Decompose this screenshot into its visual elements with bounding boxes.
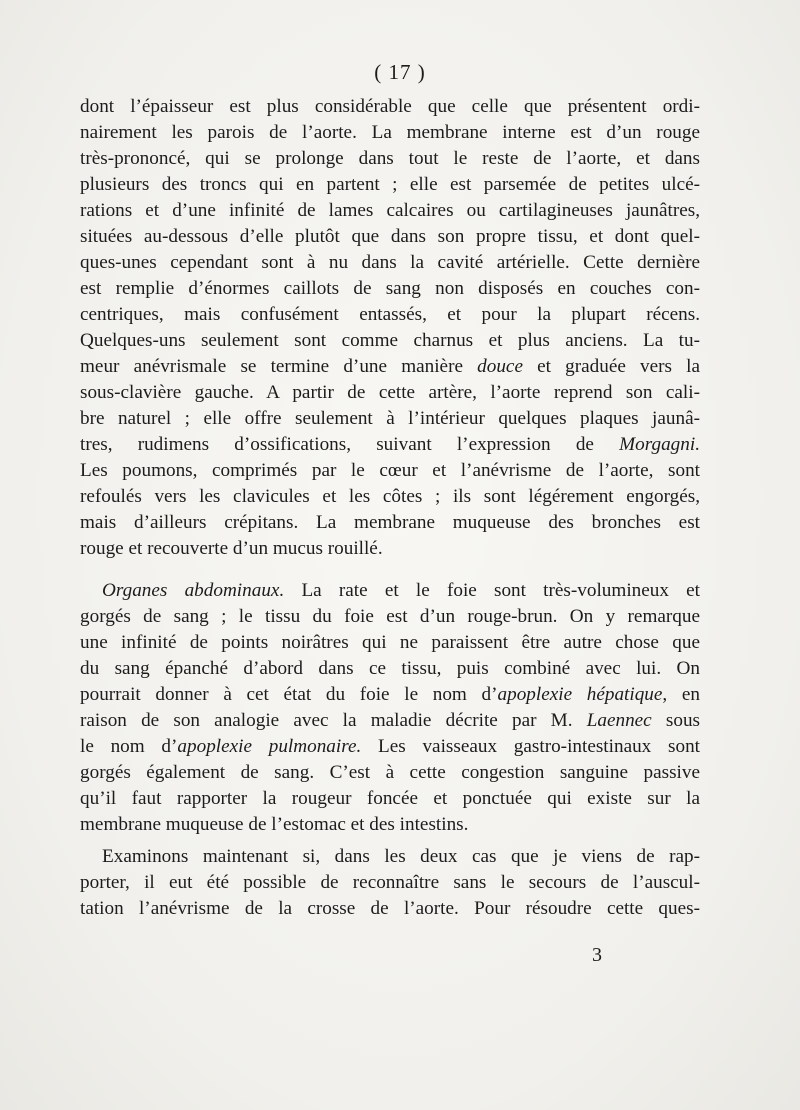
body-text bbox=[80, 94, 700, 922]
text-line: une infinité de points noirâtres qui ne paraissent être autre chose que bbox=[80, 632, 700, 653]
page-number-header: ( 17 ) bbox=[374, 60, 426, 84]
text-line: raison de son analogie avec la maladie décrite par M. Laennec sous bbox=[80, 710, 701, 731]
paragraph-3 bbox=[80, 844, 700, 922]
text-line: le nom d’apoplexie pulmonaire. Les vaisseaux gastro-intestinaux sont bbox=[80, 736, 700, 757]
text-line: porter, il eut été possible de reconnaître sans le secours de l’auscul- bbox=[80, 872, 700, 893]
text-line: gorgés de sang ; le tissu du foie est d’un rouge-brun. On y remarque bbox=[80, 606, 700, 627]
text-line: situées au-dessous d’elle plutôt que dans son propre tissu, et dont quel- bbox=[80, 226, 700, 247]
text-line: refoulés vers les clavicules et les côtes ; ils sont légérement engorgés, bbox=[80, 486, 700, 507]
text-line: sous-clavière gauche. A partir de cette artère, l’aorte reprend son cali- bbox=[80, 382, 700, 403]
text-line: Examinons maintenant si, dans les deux cas que je viens de rap- bbox=[102, 846, 700, 867]
signature-mark: 3 bbox=[592, 944, 602, 966]
text-line: meur anévrismale se termine d’une manière douce et graduée vers la bbox=[80, 356, 700, 377]
text-line: Les poumons, comprimés par le cœur et l’anévrisme de l’aorte, sont bbox=[80, 460, 700, 481]
text-line: tres, rudimens d’ossifications, suivant l’expression de Morgagni. bbox=[80, 434, 700, 455]
text-line: plusieurs des troncs qui en partent ; elle est parsemée de petites ulcé- bbox=[80, 174, 700, 195]
text-line: centriques, mais confusément entassés, et pour la plupart récens. bbox=[80, 304, 700, 325]
text-line: dont l’épaisseur est plus considérable que celle que présentent ordi- bbox=[80, 96, 700, 117]
text-line: nairement les parois de l’aorte. La membrane interne est d’un rouge bbox=[80, 122, 700, 143]
text-line: qu’il faut rapporter la rougeur foncée et ponctuée qui existe sur la bbox=[80, 788, 700, 809]
text-line: Organes abdominaux. La rate et le foie sont très-volumineux et bbox=[102, 580, 700, 601]
paragraph-1 bbox=[80, 94, 700, 562]
text-line: rations et d’une infinité de lames calcaires ou cartilagineuses jaunâtres, bbox=[80, 200, 700, 221]
text-line: Quelques-uns seulement sont comme charnus et plus anciens. La tu- bbox=[80, 330, 700, 351]
text-line: tation l’anévrisme de la crosse de l’aorte. Pour résoudre cette ques- bbox=[80, 898, 700, 919]
text-line: ques-unes cependant sont à nu dans la cavité artérielle. Cette dernière bbox=[80, 252, 700, 273]
text-line: du sang épanché d’abord dans ce tissu, puis combiné avec lui. On bbox=[80, 658, 700, 679]
text-line: pourrait donner à cet état du foie le nom d’apoplexie hépatique, en bbox=[80, 684, 700, 705]
text-line: gorgés également de sang. C’est à cette congestion sanguine passive bbox=[80, 762, 700, 783]
text-line: rouge et recouverte d’un mucus rouillé. bbox=[80, 538, 383, 559]
text-line: est remplie d’énormes caillots de sang non disposés en couches con- bbox=[80, 278, 700, 299]
text-line: bre naturel ; elle offre seulement à l’intérieur quelques plaques jaunâ- bbox=[80, 408, 700, 429]
paragraph-2 bbox=[80, 578, 700, 838]
text-line: mais d’ailleurs crépitans. La membrane muqueuse des bronches est bbox=[80, 512, 700, 533]
text-line: très-prononcé, qui se prolonge dans tout le reste de l’aorte, et dans bbox=[80, 148, 700, 169]
paragraph-gap bbox=[80, 562, 700, 578]
text-line: membrane muqueuse de l’estomac et des intestins. bbox=[80, 814, 469, 835]
